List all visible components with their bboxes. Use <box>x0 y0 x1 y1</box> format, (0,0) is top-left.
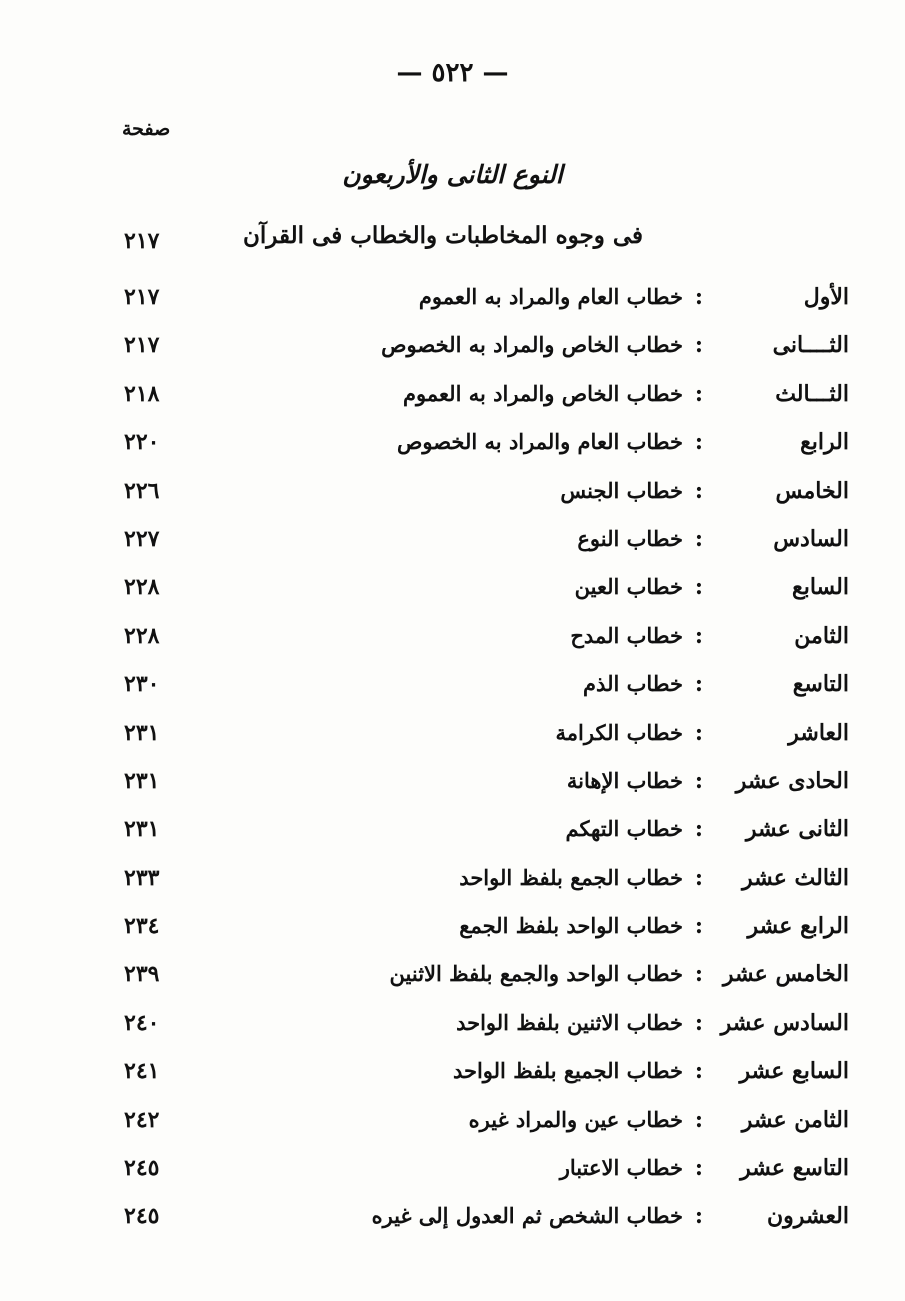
toc-row <box>0 375 905 423</box>
toc-separator: : <box>694 1058 703 1085</box>
toc-title: خطاب الجنس <box>560 477 683 503</box>
toc-ordinal: الثامن عشر <box>741 1106 849 1133</box>
toc-title: خطاب الكرامة <box>555 719 683 745</box>
toc-page-ref: ٢٣٠ <box>124 671 160 698</box>
toc-separator: : <box>694 671 703 698</box>
toc-ordinal: التاسع <box>792 671 849 698</box>
toc-ordinal: الثالث عشر <box>741 864 849 891</box>
toc-separator: : <box>694 1203 703 1230</box>
toc-ordinal: التاسع عشر <box>740 1155 849 1182</box>
toc-page-ref: ٢٤٥ <box>124 1203 160 1230</box>
toc-page-ref: ٢١٧ <box>124 284 160 310</box>
toc-title: خطاب الجمع بلفظ الواحد <box>459 864 683 890</box>
toc-title: خطاب العام والمراد به العموم <box>418 284 683 309</box>
toc-separator: : <box>694 622 703 649</box>
toc-page-ref: ٢٤١ <box>124 1058 160 1085</box>
toc-separator: : <box>694 816 703 843</box>
toc-ordinal: العاشر <box>788 719 849 746</box>
toc-ordinal: الثانى عشر <box>745 816 849 843</box>
toc-title: خطاب الواحد والجمع بلفظ الاثنين <box>389 961 683 987</box>
toc-row <box>0 568 905 616</box>
toc-list <box>0 278 905 1246</box>
page-column-label: صفحة <box>122 118 171 140</box>
toc-title: خطاب التهكم <box>565 816 683 842</box>
toc-row <box>0 1101 905 1149</box>
toc-ordinal: الحادى عشر <box>735 767 849 794</box>
toc-title: خطاب العام والمراد به الخصوص <box>396 429 683 455</box>
toc-title: خطاب الواحد بلفظ الجمع <box>459 913 683 939</box>
toc-ordinal: السادس <box>773 525 849 552</box>
toc-row <box>0 665 905 713</box>
toc-separator: : <box>694 429 703 456</box>
toc-ordinal: السابع <box>792 574 849 601</box>
toc-separator: : <box>694 380 703 407</box>
toc-separator: : <box>694 477 703 504</box>
toc-row <box>0 617 905 665</box>
toc-row <box>0 1197 905 1245</box>
toc-ordinal: الثـــالث <box>775 380 849 407</box>
toc-separator: : <box>694 1009 703 1036</box>
toc-ordinal: الثــــانى <box>772 332 849 359</box>
toc-row <box>0 278 905 326</box>
toc-title: خطاب عين والمراد غيره <box>468 1106 683 1132</box>
toc-ordinal: الخامس <box>775 477 849 504</box>
toc-title: خطاب الاثنين بلفظ الواحد <box>456 1009 683 1035</box>
toc-separator: : <box>694 767 703 794</box>
toc-title: خطاب الجميع بلفظ الواحد <box>452 1058 683 1084</box>
toc-row <box>0 762 905 810</box>
page-number: — ٥٢٢ — <box>396 58 509 88</box>
toc-page-ref: ٢٣٤ <box>124 913 160 940</box>
toc-ordinal: الثامن <box>794 622 849 649</box>
toc-row <box>0 714 905 762</box>
toc-separator: : <box>694 574 703 601</box>
toc-title: خطاب العين <box>574 574 683 600</box>
subtitle-page-ref: ٢١٧ <box>124 228 160 254</box>
toc-row <box>0 472 905 520</box>
toc-ordinal: العشرون <box>767 1203 849 1230</box>
toc-title: خطاب الاعتبار <box>559 1155 683 1181</box>
toc-row <box>0 955 905 1003</box>
toc-page-ref: ٢٣٣ <box>124 864 160 891</box>
toc-row <box>0 326 905 374</box>
toc-page-ref: ٢٤٠ <box>124 1009 160 1036</box>
toc-title: خطاب الذم <box>583 671 683 697</box>
toc-separator: : <box>694 1155 703 1182</box>
toc-page-ref: ٢٤٢ <box>124 1106 160 1133</box>
toc-separator: : <box>694 284 703 310</box>
toc-title: خطاب الخاص والمراد به العموم <box>403 380 683 406</box>
toc-ordinal: الخامس عشر <box>722 961 849 988</box>
toc-row <box>0 810 905 858</box>
toc-ordinal: السادس عشر <box>720 1009 849 1036</box>
toc-separator: : <box>694 332 703 359</box>
section-heading: النوع الثانى والأربعون <box>342 160 563 189</box>
toc-page-ref: ٢٣١ <box>124 767 160 794</box>
toc-separator: : <box>694 961 703 988</box>
toc-page-ref: ٢٢٦ <box>124 477 160 504</box>
toc-page-ref: ٢٢٨ <box>124 574 160 601</box>
toc-separator: : <box>694 525 703 552</box>
toc-title: خطاب الشخص ثم العدول إلى غيره <box>371 1203 683 1229</box>
toc-ordinal: الأول <box>803 284 849 310</box>
toc-ordinal: السابع عشر <box>739 1058 849 1085</box>
toc-separator: : <box>694 913 703 940</box>
toc-page-ref: ٢٣١ <box>124 816 160 843</box>
toc-ordinal: الرابع عشر <box>747 913 849 940</box>
toc-ordinal: الرابع <box>800 429 849 456</box>
toc-row <box>0 423 905 471</box>
toc-row <box>0 520 905 568</box>
toc-separator: : <box>694 864 703 891</box>
toc-page-ref: ٢٢٨ <box>124 622 160 649</box>
toc-page-ref: ٢٢٧ <box>124 525 160 552</box>
toc-page-ref: ٢٢٠ <box>124 429 160 456</box>
toc-title: خطاب النوع <box>577 525 683 551</box>
toc-separator: : <box>694 719 703 746</box>
toc-title: خطاب المدح <box>570 622 683 648</box>
toc-row <box>0 859 905 907</box>
toc-page-ref: ٢٤٥ <box>124 1155 160 1182</box>
toc-row <box>0 1052 905 1100</box>
toc-page-ref: ٢٣٩ <box>124 961 160 988</box>
toc-page-ref: ٢١٨ <box>124 380 160 407</box>
toc-row <box>0 1004 905 1052</box>
section-subtitle: فى وجوه المخاطبات والخطاب فى القرآن <box>243 222 643 249</box>
toc-page-ref: ٢٣١ <box>124 719 160 746</box>
toc-row <box>0 1149 905 1197</box>
toc-row <box>0 907 905 955</box>
toc-title: خطاب الإهانة <box>566 767 683 793</box>
toc-title: خطاب الخاص والمراد به الخصوص <box>381 332 683 358</box>
toc-separator: : <box>694 1106 703 1133</box>
toc-page-ref: ٢١٧ <box>124 332 160 359</box>
